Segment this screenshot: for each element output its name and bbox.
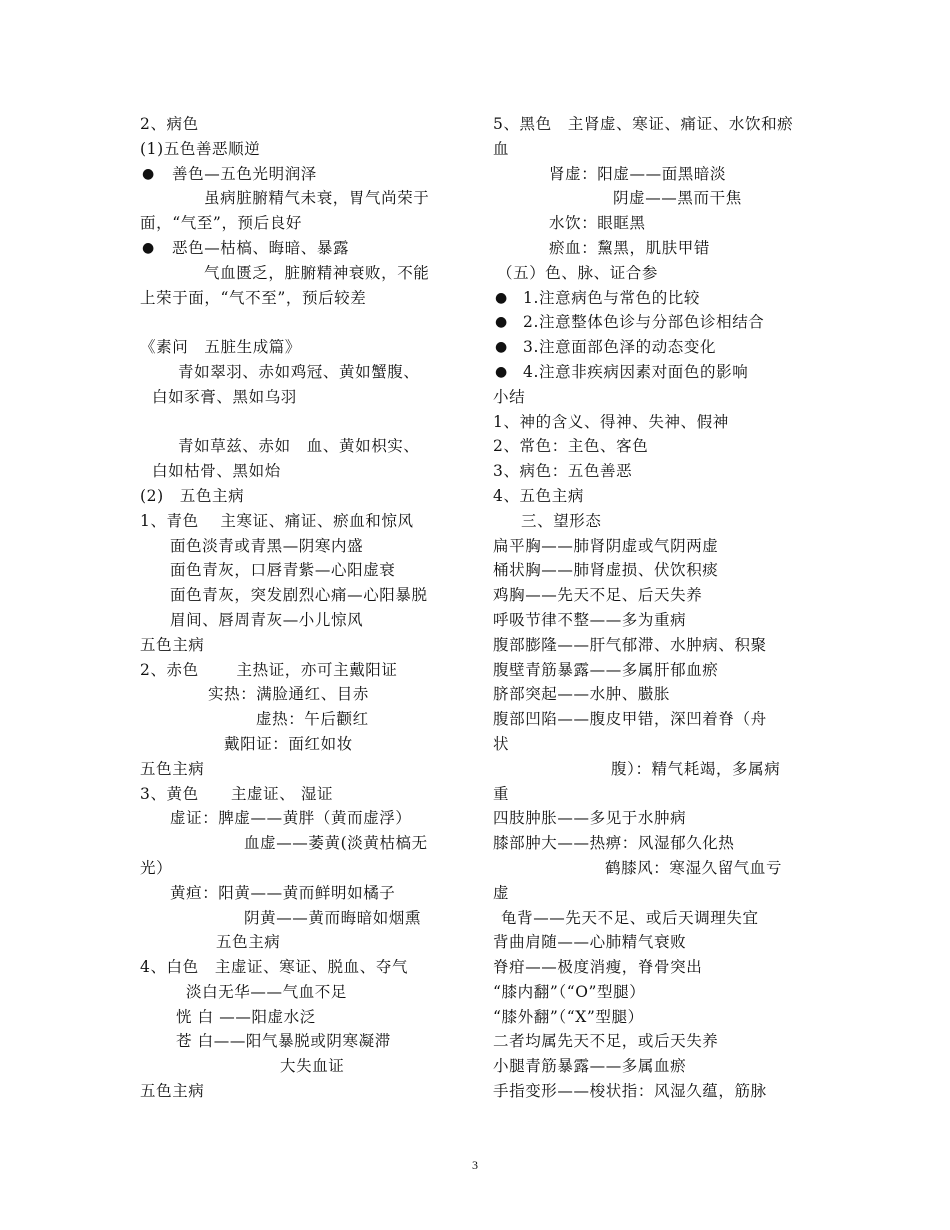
text-line <box>493 757 817 782</box>
text-line <box>493 310 817 335</box>
line-text: 1、神的含义、得神、失神、假神 <box>493 412 729 431</box>
text-line <box>140 757 472 782</box>
text-line <box>140 831 472 856</box>
text-line <box>493 633 817 658</box>
text-line <box>493 236 817 261</box>
line-text: (2) 五色主病 <box>140 486 245 505</box>
line-text: 四肢肿胀——多见于水肿病 <box>493 809 687 828</box>
text-line <box>493 286 817 311</box>
line-text: 虚热：午后颧红 <box>256 710 369 729</box>
text-line <box>493 583 817 608</box>
text-line <box>493 856 817 881</box>
text-line <box>493 955 817 980</box>
line-text: 鸡胸——先天不足、后天失养 <box>493 586 703 605</box>
line-text: 善色—五色光明润泽 <box>172 164 317 183</box>
line-text: 白如枯骨、黑如炲 <box>152 462 281 481</box>
text-line <box>493 682 817 707</box>
line-text: 面色淡青或青黑—阴寒内盛 <box>170 536 364 555</box>
text-line <box>140 1079 472 1104</box>
line-text: 小结 <box>493 387 526 406</box>
text-line <box>140 484 472 509</box>
line-text: “膝内翻”（“O”型腿） <box>493 982 646 1001</box>
line-text: 恍 白 ——阳虚水泛 <box>176 1007 316 1026</box>
line-text: 阴虚——黑而干焦 <box>613 189 742 208</box>
bullet-icon: ● <box>142 165 155 182</box>
text-line <box>140 385 472 410</box>
line-text: 手指变形——梭状指：风湿久蕴，筋脉 <box>493 1082 767 1101</box>
text-line <box>493 732 817 757</box>
text-line <box>493 211 817 236</box>
line-text: 桶状胸——肺肾虚损、伏饮积痰 <box>493 561 719 580</box>
line-text: 肾虚：阳虚——面黑暗淡 <box>549 164 727 183</box>
bullet-icon: ● <box>495 339 508 356</box>
text-line <box>493 186 817 211</box>
text-line <box>140 261 472 286</box>
bullet-icon: ● <box>142 239 155 256</box>
text-line <box>140 980 472 1005</box>
text-line <box>140 335 472 360</box>
right-column <box>493 112 817 1104</box>
line-text: 五色主病 <box>140 759 205 778</box>
line-text: 阴黄——黄而晦暗如烟熏 <box>244 908 422 927</box>
text-line <box>140 583 472 608</box>
text-line <box>493 1029 817 1054</box>
text-line <box>140 732 472 757</box>
text-line <box>493 459 817 484</box>
line-text: 腹部凹陷——腹皮甲错，深凹着脊（舟 <box>493 710 767 729</box>
line-text: 脐部突起——水肿、臌胀 <box>493 685 671 704</box>
text-line <box>493 782 817 807</box>
line-text: 面色青灰，突发剧烈心痛—心阳暴脱 <box>170 586 428 605</box>
text-line <box>140 286 472 311</box>
line-text: 血虚——萎黄(淡黄枯槁无 <box>244 834 428 853</box>
text-line <box>493 1005 817 1030</box>
line-text: 1.注意病色与常色的比较 <box>523 288 700 307</box>
line-text: 虚 <box>493 883 510 902</box>
line-text: 面，“气至”，预后良好 <box>140 214 302 233</box>
line-text: 面色青灰，口唇青紫—心阳虚衰 <box>170 561 396 580</box>
text-line <box>493 1054 817 1079</box>
line-text: 1、青色 主寒证、痛证、瘀血和惊风 <box>140 511 414 530</box>
text-line <box>140 1005 472 1030</box>
line-text: 4、五色主病 <box>493 486 584 505</box>
line-text: 光） <box>140 858 173 877</box>
text-line <box>140 1054 472 1079</box>
page-number: 3 <box>472 1158 478 1172</box>
line-text: 大失血证 <box>280 1057 345 1076</box>
line-text: 气血匮乏，脏腑精神衰败，不能 <box>204 263 430 282</box>
text-line <box>493 980 817 1005</box>
line-text: 4.注意非疾病因素对面色的影响 <box>523 362 749 381</box>
text-line <box>140 1029 472 1054</box>
line-text: 3、病色：五色善恶 <box>493 462 633 481</box>
text-line <box>140 930 472 955</box>
text-line <box>140 658 472 683</box>
text-line <box>493 806 817 831</box>
text-line <box>140 360 472 385</box>
line-text: 腹部膨隆——肝气郁滞、水肿病、积聚 <box>493 635 767 654</box>
text-line <box>493 930 817 955</box>
line-text: 上荣于面，“气不至”，预后较差 <box>140 288 367 307</box>
text-line <box>140 806 472 831</box>
line-text: 2、常色：主色、客色 <box>493 437 649 456</box>
text-line <box>493 434 817 459</box>
text-line <box>493 112 817 137</box>
line-text: 五色主病 <box>140 1082 205 1101</box>
line-text: 2、病色 <box>140 115 199 133</box>
text-line <box>140 509 472 534</box>
line-text: 《素问 五脏生成篇》 <box>140 338 302 357</box>
text-line <box>493 385 817 410</box>
text-line <box>493 707 817 732</box>
text-line <box>493 410 817 435</box>
line-text: 膝部肿大——热痹：风湿郁久化热 <box>493 834 735 853</box>
line-text: 苍 白——阳气暴脱或阴寒凝滞 <box>176 1032 391 1051</box>
left-column <box>140 112 472 1104</box>
line-text: 二者均属先天不足，或后天失养 <box>493 1032 719 1051</box>
line-text: 3、黄色 主虚证、 湿证 <box>140 784 334 803</box>
line-text: 血 <box>493 139 510 158</box>
line-text: 淡白无华——气血不足 <box>186 982 348 1001</box>
text-line <box>140 782 472 807</box>
text-line <box>493 881 817 906</box>
line-text: 4、白色 主虚证、寒证、脱血、夺气 <box>140 958 409 977</box>
text-line <box>140 558 472 583</box>
line-text: 龟背——先天不足、或后天调理失宜 <box>501 908 759 927</box>
line-text: 水饮：眼眶黑 <box>549 214 646 233</box>
text-line <box>493 608 817 633</box>
text-line <box>493 360 817 385</box>
line-text: 实热：满脸通红、目赤 <box>208 685 370 704</box>
line-text: 白如豕膏、黑如乌羽 <box>152 387 297 406</box>
text-line <box>493 509 817 534</box>
text-line <box>493 261 817 286</box>
bullet-icon: ● <box>495 314 508 331</box>
text-line <box>140 459 472 484</box>
text-line <box>493 558 817 583</box>
line-text: 腹壁青筋暴露——多属肝郁血瘀 <box>493 660 719 679</box>
line-text: 虚证：脾虚——黄胖（黄而虚浮） <box>170 809 412 828</box>
line-text: 五色主病 <box>216 933 281 952</box>
text-line <box>140 410 472 435</box>
text-line <box>493 484 817 509</box>
bullet-icon: ● <box>495 363 508 380</box>
text-line <box>493 831 817 856</box>
line-text: 扁平胸——肺肾阴虚或气阴两虚 <box>493 536 719 555</box>
text-line <box>140 955 472 980</box>
line-text: 黄疸：阳黄——黄而鲜明如橘子 <box>170 883 396 902</box>
line-text: 状 <box>493 734 510 753</box>
text-line <box>140 162 472 187</box>
text-line <box>493 534 817 559</box>
line-text: 五色主病 <box>140 635 205 654</box>
line-text: 3.注意面部色泽的动态变化 <box>523 338 717 357</box>
line-text: (1)五色善恶顺逆 <box>140 139 261 158</box>
line-text: 2.注意整体色诊与分部色诊相结合 <box>523 313 765 332</box>
text-line <box>140 434 472 459</box>
text-line <box>140 608 472 633</box>
text-line <box>493 137 817 162</box>
bullet-icon: ● <box>495 289 508 306</box>
line-text: 眉间、唇周青灰—小儿惊风 <box>170 610 364 629</box>
line-text: 青如草兹、赤如 血、黄如枳实、 <box>178 437 420 456</box>
line-text: 戴阳证：面红如妆 <box>224 734 353 753</box>
text-line <box>140 906 472 931</box>
text-line <box>140 186 472 211</box>
line-text: 恶色—枯槁、晦暗、暴露 <box>172 238 350 257</box>
line-text: 2、赤色 主热证，亦可主戴阳证 <box>140 660 398 679</box>
line-text: “膝外翻”（“X”型腿） <box>493 1007 644 1026</box>
line-text: 青如翠羽、赤如鸡冠、黄如蟹腹、 <box>178 362 420 381</box>
text-line <box>493 162 817 187</box>
line-text: 5、黑色 主肾虚、寒证、痛证、水饮和瘀 <box>493 115 794 133</box>
text-line <box>140 211 472 236</box>
text-line <box>493 335 817 360</box>
text-line <box>140 856 472 881</box>
line-text: 重 <box>493 784 510 803</box>
line-text: 虽病脏腑精气未衰，胃气尚荣于 <box>204 189 430 208</box>
line-text: 鹤膝风：寒湿久留气血亏 <box>605 858 783 877</box>
line-text: 背曲肩随——心肺精气衰败 <box>493 933 687 952</box>
text-line <box>140 633 472 658</box>
line-text: 呼吸节律不整——多为重病 <box>493 610 687 629</box>
line-text: 瘀血：黧黑，肌肤甲错 <box>549 238 711 257</box>
line-text: 小腿青筋暴露——多属血瘀 <box>493 1057 687 1076</box>
line-text: 脊疳——极度消瘦，脊骨突出 <box>493 958 703 977</box>
text-line <box>493 1079 817 1104</box>
text-line <box>140 707 472 732</box>
text-line <box>140 236 472 261</box>
text-line <box>140 881 472 906</box>
text-line <box>140 137 472 162</box>
text-line <box>493 906 817 931</box>
text-line <box>140 534 472 559</box>
text-line <box>140 112 472 137</box>
line-text: （五）色、脉、证合参 <box>497 263 659 282</box>
line-text: 三、望形态 <box>521 511 602 530</box>
line-text: 腹）：精气耗竭，多属病 <box>611 759 781 778</box>
text-line <box>140 682 472 707</box>
text-line <box>493 658 817 683</box>
text-line <box>140 310 472 335</box>
